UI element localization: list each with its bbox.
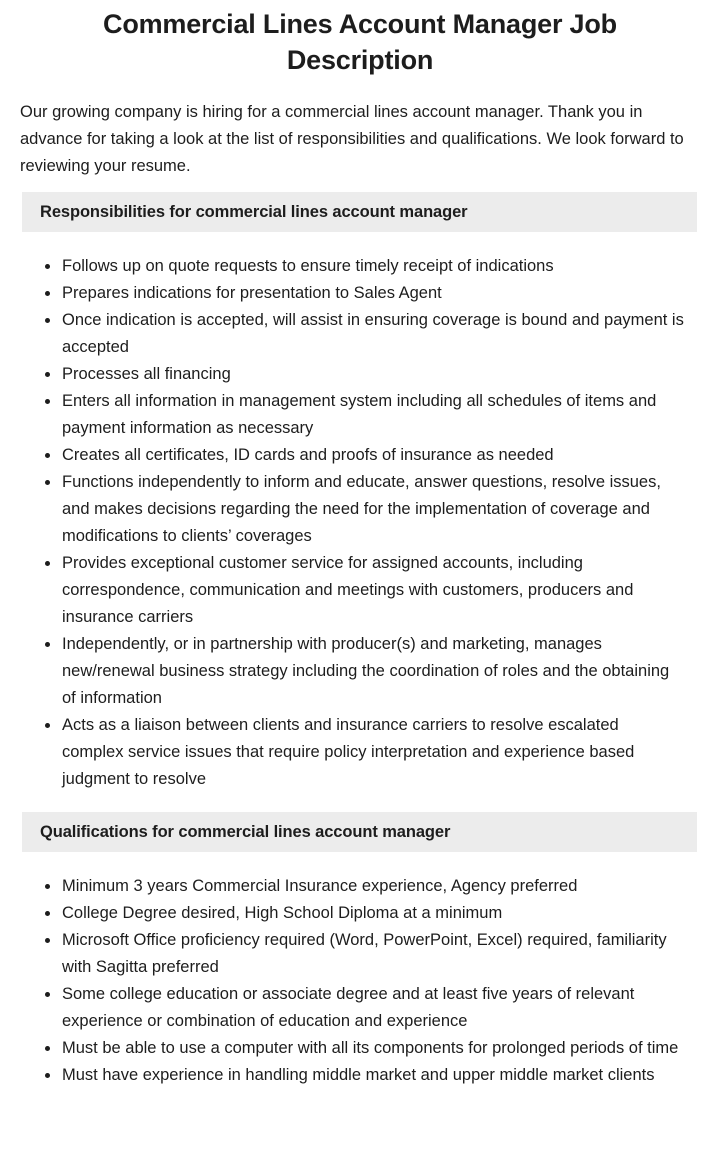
section-header-qualifications <box>22 812 697 852</box>
responsibilities-list <box>0 253 720 793</box>
list-item: Prepares indications for presentation to Sales Agent <box>62 280 684 307</box>
intro-paragraph: Our growing company is hiring for a commercial lines account manager. Thank you in advance for taking a look at the list of responsibilities and qualifications. We look forward to reviewing your resume. <box>20 103 684 175</box>
list-item: College Degree desired, High School Diploma at a minimum <box>62 900 684 927</box>
list-item: Acts as a liaison between clients and insurance carriers to resolve escalated complex service issues that require policy interpretation and experience based judgment to resolve <box>62 712 684 793</box>
list-item: Processes all financing <box>62 361 684 388</box>
list-item: Enters all information in management system including all schedules of items and payment information as necessary <box>62 388 684 442</box>
list-item: Must have experience in handling middle market and upper middle market clients <box>62 1062 684 1089</box>
section-heading-responsibilities: Responsibilities for commercial lines account manager <box>40 202 468 221</box>
section-header-responsibilities <box>22 192 697 232</box>
list-item: Minimum 3 years Commercial Insurance experience, Agency preferred <box>62 873 684 900</box>
list-item: Independently, or in partnership with producer(s) and marketing, manages new/renewal business strategy including the coordination of roles and the obtaining of information <box>62 631 684 712</box>
list-item: Once indication is accepted, will assist in ensuring coverage is bound and payment is accepted <box>62 307 684 361</box>
list-item: Functions independently to inform and educate, answer questions, resolve issues, and makes decisions regarding the need for the implementation of coverage and modifications to clients’ coverages <box>62 469 684 550</box>
list-item: Creates all certificates, ID cards and proofs of insurance as needed <box>62 442 684 469</box>
list-item: Provides exceptional customer service for assigned accounts, including correspondence, communication and meetings with customers, producers and insurance carriers <box>62 550 684 631</box>
qualifications-list <box>0 873 720 1089</box>
list-item: Must be able to use a computer with all its components for prolonged periods of time <box>62 1035 684 1062</box>
section-heading-qualifications: Qualifications for commercial lines account manager <box>40 822 451 841</box>
page-title: Commercial Lines Account Manager Job Description <box>103 9 617 75</box>
list-item: Follows up on quote requests to ensure timely receipt of indications <box>62 253 684 280</box>
list-item: Some college education or associate degree and at least five years of relevant experience or combination of education and experience <box>62 981 684 1035</box>
list-item: Microsoft Office proficiency required (Word, PowerPoint, Excel) required, familiarity with Sagitta preferred <box>62 927 684 981</box>
